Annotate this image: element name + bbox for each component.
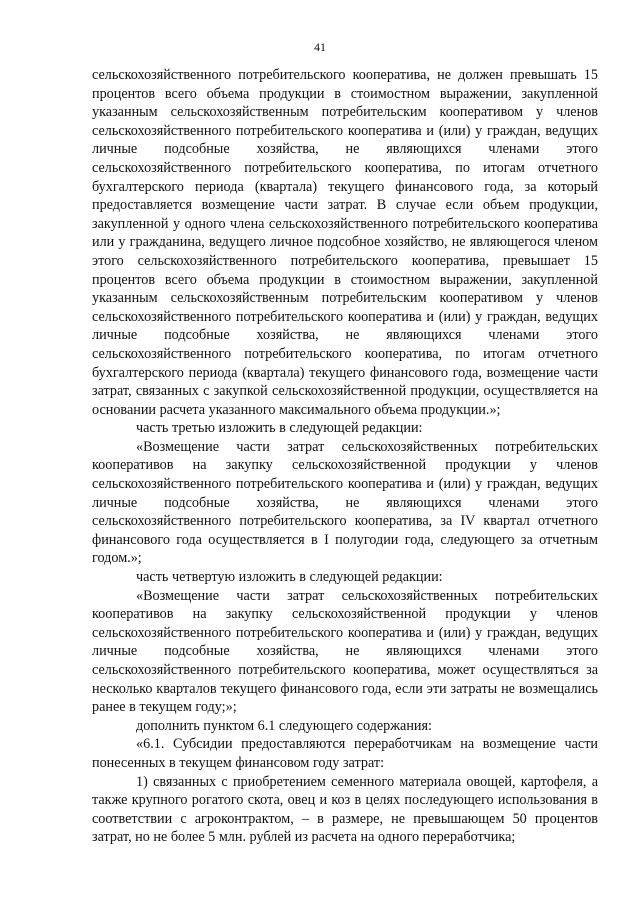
paragraph-add-item-intro: дополнить пунктом 6.1 следующего содержания: <box>136 717 432 734</box>
paragraph-subitem-1: 1) связанных с приобретением семенного материала овощей, картофеля, а также крупного рогатого скота, овец и коз в целях последующего использования в соответствии с агроконтрактом, – в размере, не превышающем 50 процентов затрат, но не более 5 млн. рублей из расчета на одного переработчика; <box>92 773 598 846</box>
paragraph-part-four-intro: часть четвертую изложить в следующей редакции: <box>136 569 443 586</box>
paragraph-part-three-intro: часть третью изложить в следующей редакции: <box>136 420 423 437</box>
paragraph-part-three-text: «Возмещение части затрат сельскохозяйственных потребительских кооперативов на закупку сельскохозяйственной продукции у членов сельскохозяйственного потребительского кооператива и (или) у граждан, ведущих личные подсобные хозяйства, не являющихся членами этого сельскохозяйственного потребительского кооператива, за IV квартал отчетного финансового года осуществляется в I полугодии года, следующего за отчетным годом.»; <box>92 438 598 567</box>
paragraph-item-6-1: «6.1. Субсидии предоставляются переработчикам на возмещение части понесенных в текущем финансовом году затрат: <box>92 736 598 771</box>
paragraph-part-four-text: «Возмещение части затрат сельскохозяйственных потребительских кооперативов на закупку сельскохозяйственной продукции у членов сельскохозяйственного потребительского кооператива и (или) у граждан, ведущих личные подсобные хозяйства, не являющихся членами этого сельскохозяйственного потребительского кооператива, может осуществляться за несколько кварталов текущего финансового года, если эти затраты не возмещались ранее в текущем году;»; <box>92 587 598 716</box>
paragraph-continuation: сельскохозяйственного потребительского кооператива, не должен превышать 15 процентов всего объема продукции в стоимостном выражении, закупленной указанным сельскохозяйственным потребительским кооперативом у членов сельскохозяйственного потребительского кооператива и (или) у граждан, ведущих личные подсобные хозяйства, не являющихся членами этого сельскохозяйственного потребительского кооператива, по итогам отчетного бухгалтерского периода (квартала) текущего финансового года, за который предоставляется возмещение части затрат. В случае если объем продукции, закупленной у одного члена сельскохозяйственного потребительского кооператива или у гражданина, ведущего личное подсобное хозяйство, не являющегося членом этого сельскохозяйственного потребительского кооператива, превышает 15 процентов всего объема продукции в стоимостном выражении, закупленной указанным сельскохозяйственным потребительским кооперативом у членов сельскохозяйственного потребительского кооператива и (или) у граждан, ведущих личные подсобные хозяйства, не являющихся членами этого сельскохозяйственного потребительского кооператива, по итогам отчетного бухгалтерского периода (квартала) текущего финансового года, возмещение части затрат, связанных с закупкой сельскохозяйственной продукции, осуществляется на основании расчета указанного максимального объема продукции.»; <box>92 67 598 418</box>
page-number: 41 <box>314 40 326 54</box>
document-body <box>92 66 598 847</box>
